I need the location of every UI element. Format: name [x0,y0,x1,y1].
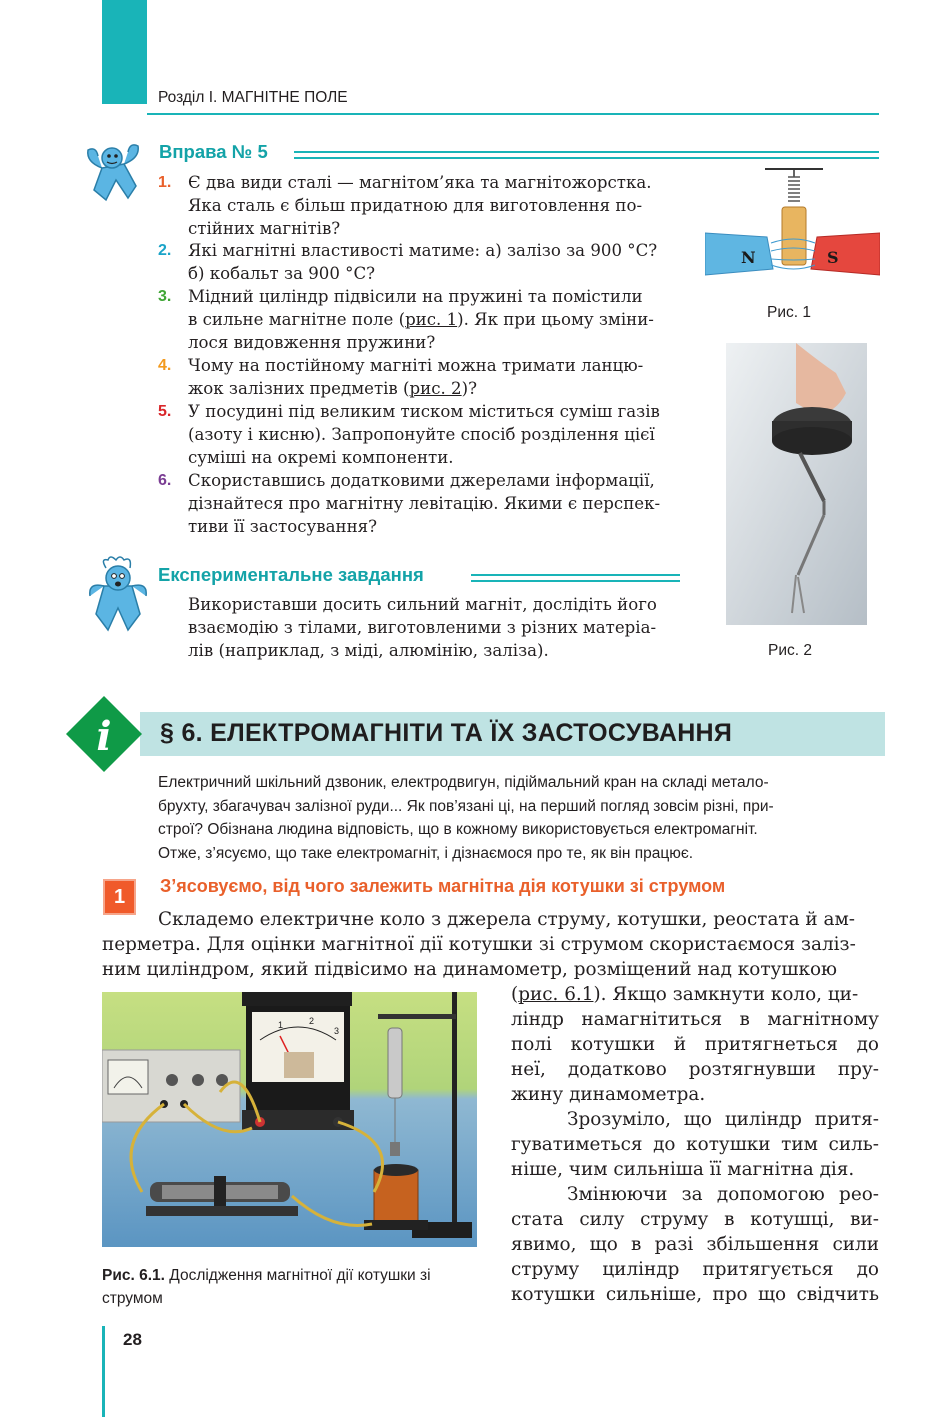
question-line [188,377,688,400]
body-text: ). Якщо замкнути коло, ци- [593,984,859,1005]
figure-1-caption: Рис. 1 [767,304,811,321]
question-line: У посудині під великим тиском міститься суміш газів [188,402,660,421]
info-diamond-icon [64,694,144,774]
experiment-title-rule [471,574,680,582]
figure-1-magnets-illustration [705,165,880,295]
question-item [158,354,688,400]
body-line: полі котушки й притягнеться до [511,1034,879,1055]
body-line: Складемо електричне коло з джерела струму, котушки, реостата й ам- [158,909,855,930]
body-line: неї, додатково розтягнувши пру- [511,1059,879,1080]
mascot-strongman-icon [80,140,150,210]
body-line: явимо, що в разі збільшення сили [511,1234,879,1255]
question-line: Чому на постійному магніті можна тримати ланцю- [188,356,644,375]
figure-reference-link[interactable]: рис. 6.1 [518,984,594,1005]
header-rule [147,113,879,115]
figure-6-1-caption [102,1264,482,1310]
experiment-line: Використавши досить сильний магніт, дослідіть його [188,595,657,614]
figure-reference-link[interactable]: рис. 2 [409,379,462,398]
question-line: Є два види сталі — магнітом’яка та магнітожорстка. [188,173,652,192]
exercise-title-rule [294,151,879,159]
question-line: тиви її застосування? [188,517,377,536]
south-pole-label: S [827,248,839,267]
question-text: )? [461,379,477,398]
question-number: 6. [158,472,172,489]
figure-6-1-circuit-photo [102,992,477,1247]
question-item [158,469,688,538]
question-line: Яка сталь є більш придатною для виготовлення по- [188,196,643,215]
page-number-bar [102,1326,105,1417]
question-item [158,171,688,240]
figure-2-magnet-chain-photo [726,343,867,625]
meter-scale-mark: 3 [334,1026,340,1036]
intro-line: строї? Обізнана людина відповість, що в кожному використовується електромагніт. [158,821,758,838]
chapter-header: Розділ I. МАГНІТНЕ ПОЛЕ [158,89,348,106]
section-title: § 6. ЕЛЕКТРОМАГНІТИ ТА ЇХ ЗАСТОСУВАННЯ [160,719,733,747]
question-text: жок залізних предметів ( [188,379,410,398]
figure-reference-link[interactable]: рис. 1 [405,310,458,329]
intro-line: Електричний шкільний дзвоник, електродвигун, підіймальний кран на складі метало- [158,774,769,791]
question-number: 3. [158,288,172,305]
question-line: дізнайтеся про магнітну левітацію. Якими є перспек- [188,494,661,513]
question-line: (азоту і кисню). Запропонуйте спосіб розділення цієї [188,425,655,444]
body-line: струму циліндр притягується до [511,1259,879,1280]
question-text: ). Як при цьому зміни- [457,310,654,329]
info-letter: i [96,713,112,760]
question-line: Які магнітні властивості матиме: а) залізо за 900 °С? [188,241,658,260]
page-number: 28 [123,1330,142,1349]
question-item [158,400,688,469]
meter-scale-mark: 2 [309,1016,315,1026]
question-number: 2. [158,242,172,259]
question-number: 1. [158,174,172,191]
subsection-title: З’ясовуємо, від чого залежить магнітна дія котушки зі струмом [160,876,726,896]
question-line: лося видовження пружини? [188,333,436,352]
body-line: ніше, чим сильніша її магнітна дія. [511,1159,855,1180]
experiment-line: лів (наприклад, з міді, алюмінію, заліза). [188,641,549,660]
question-text: в сильне магнітне поле ( [188,310,406,329]
mascot-scared-icon [84,556,154,634]
body-line: Зрозуміло, що циліндр притя- [567,1109,879,1130]
question-line: Мідний циліндр підвісили на пружині та помістили [188,287,643,306]
body-line: ліндр намагнітиться в магнітному [511,1009,879,1030]
experiment-line: взаємодію з тілами, виготовленими з різних матеріа- [188,618,657,637]
question-line [188,308,688,331]
subsection-number-badge: 1 [103,879,136,915]
question-line: Скориставшись додатковими джерелами інформації, [188,471,655,490]
section-intro [158,771,882,865]
question-line: б) кобальт за 900 °С? [188,264,376,283]
figure-2-caption: Рис. 2 [768,642,812,659]
exercise-title: Вправа № 5 [159,141,268,162]
body-line: стата силу струму в котушці, ви- [511,1209,879,1230]
body-line: гуватиметься до котушки тим силь- [511,1134,879,1155]
experiment-text [158,593,688,662]
north-pole-label: N [741,248,756,267]
intro-line: брухту, збагачувач залізної руди... Як пов’язані ці, на перший погляд зовсім різні, при- [158,797,774,815]
question-number: 5. [158,403,172,420]
meter-scale-mark: 1 [278,1020,284,1030]
caption-text: Дослідження магнітної дії котушки зі струмом [102,1267,431,1307]
body-line: Змінюючи за допомогою рео- [567,1184,879,1205]
body-line: перметра. Для оцінки магнітної дії котушки зі струмом скористаємося заліз- [102,934,856,955]
question-line: стійних магнітів? [188,219,341,238]
question-line: суміші на окремі компоненти. [188,448,454,467]
body-line: ним циліндром, який підвісимо на динамометр, розміщений над котушкою [102,959,838,980]
body-line: котушки сильніше, про що свідчить [511,1284,879,1305]
question-number: 4. [158,357,172,374]
intro-line: Отже, з’ясуємо, що таке електромагніт, і дізнаємося про те, як він працює. [158,844,694,862]
chapter-tab-marker [102,0,147,104]
body-text: ( [511,984,519,1005]
body-line: жину динамометра. [511,1084,706,1105]
caption-label: Рис. 6.1. [102,1267,165,1284]
question-item [158,285,688,354]
body-line [511,983,879,1008]
experiment-title: Експериментальне завдання [158,564,424,585]
question-item [158,239,688,285]
